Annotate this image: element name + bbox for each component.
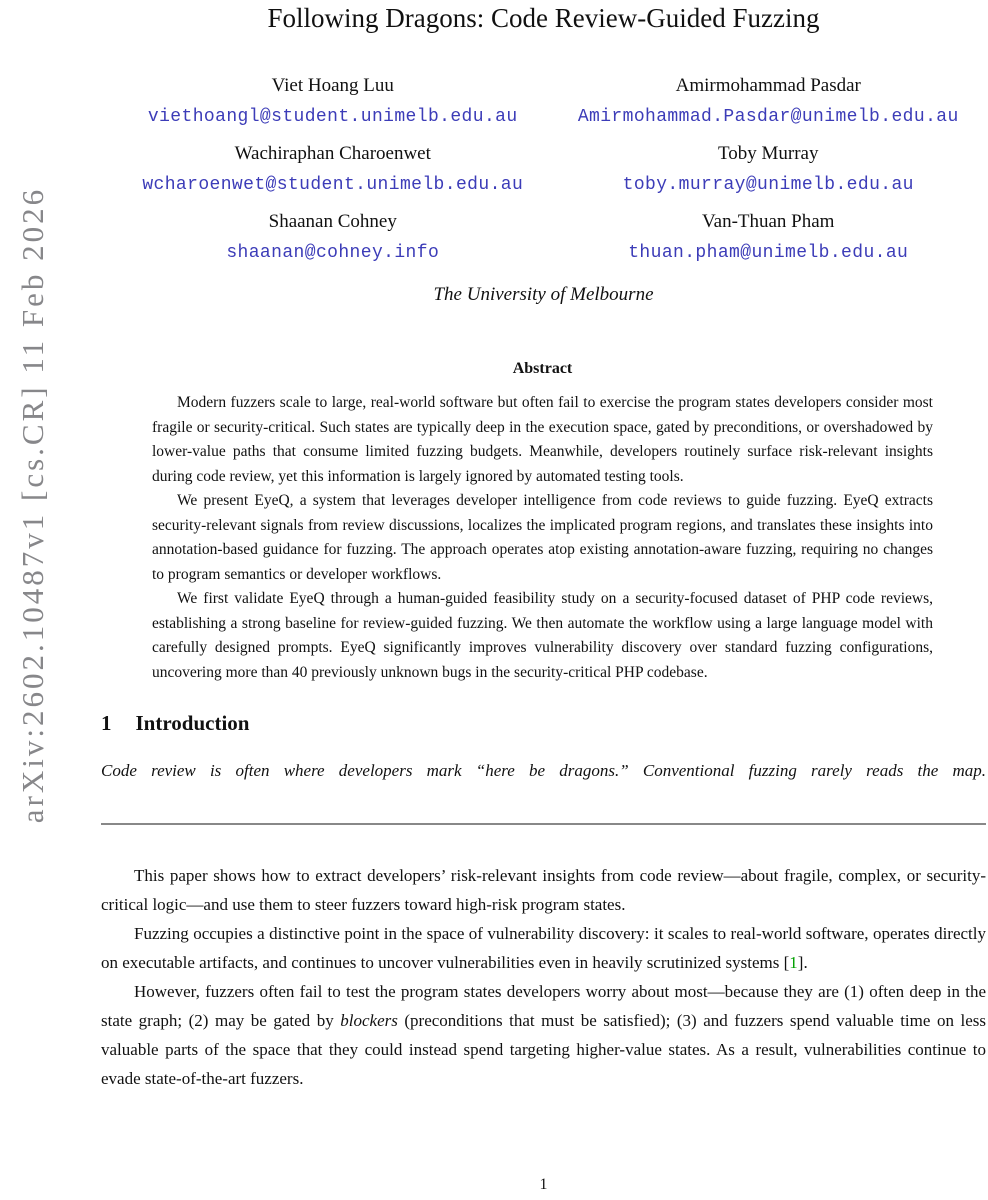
- author-entry: [551, 210, 987, 265]
- paragraph-text: (preconditions that must be satisfied); (3) and fuzzers spend valuable time on less valuable parts of the space that they could instead spend targeting higher-value states. As a result, vulnerabilities continue to evade state-of-the-art fuzzers.: [101, 1011, 986, 1088]
- author-entry: [551, 142, 987, 197]
- arxiv-watermark: arXiv:2602.10487v1 [cs.CR] 11 Feb 2026: [15, 186, 50, 824]
- abstract-section: [152, 359, 933, 685]
- paper-content: [101, 0, 986, 1093]
- affiliation: The University of Melbourne: [433, 284, 654, 305]
- emphasized-term: blockers: [340, 1011, 398, 1030]
- author-name: Toby Murray: [717, 143, 819, 164]
- paragraph-text: However, fuzzers often fail to test the program states developers worry about most—because they are (1) often deep in the state graph; (2) may be gated by: [101, 982, 986, 1030]
- author-entry: [551, 74, 987, 129]
- epigraph: Code review is often where developers mark “here be dragons.” Conventional fuzzing rarely reads the map.: [101, 761, 986, 780]
- author-name: Wachiraphan Charoenwet: [234, 143, 431, 164]
- author-email-link[interactable]: wcharoenwet@student.unimelb.edu.au: [142, 175, 524, 195]
- author-name: Viet Hoang Luu: [271, 75, 394, 96]
- author-name: Van-Thuan Pham: [702, 211, 835, 232]
- horizontal-rule: [101, 823, 986, 825]
- section-number: 1: [101, 711, 112, 735]
- page-number: 1: [539, 1176, 548, 1193]
- author-email-link[interactable]: toby.murray@unimelb.edu.au: [622, 175, 914, 195]
- author-email-link[interactable]: thuan.pham@unimelb.edu.au: [628, 243, 909, 263]
- intro-paragraph: [101, 919, 986, 977]
- author-entry: [115, 142, 551, 197]
- author-entry: [115, 210, 551, 265]
- author-block: [115, 74, 986, 265]
- citation-link-1[interactable]: 1: [789, 953, 798, 972]
- section-heading-introduction: [101, 709, 986, 737]
- author-name: Shaanan Cohney: [268, 211, 397, 232]
- author-email-link[interactable]: shaanan@cohney.info: [226, 243, 440, 263]
- paragraph-text: Fuzzing occupies a distinctive point in the space of vulnerability discovery: it scales to real-world software, operates directly on executable artifacts, and continues to uncover vulnerabilities even in heavily scrutinized systems [: [101, 924, 986, 972]
- abstract-paragraph: We present EyeQ, a system that leverages developer intelligence from code reviews to guide fuzzing. EyeQ extracts security-relevant signals from review discussions, localizes the implicated program regions, and translates these insights into annotation-based guidance for fuzzing. The approach operates atop existing annotation-aware fuzzing, requiring no changes to program semantics or developer workflows.: [152, 492, 933, 583]
- author-email-link[interactable]: viethoangl@student.unimelb.edu.au: [147, 107, 518, 127]
- author-email-link[interactable]: Amirmohammad.Pasdar@unimelb.edu.au: [577, 107, 959, 127]
- paragraph-text: ].: [797, 953, 808, 972]
- author-entry: [115, 74, 551, 129]
- intro-paragraph: [101, 977, 986, 1093]
- paper-title: Following Dragons: Code Review-Guided Fuzzing: [267, 3, 820, 33]
- abstract-paragraph: Modern fuzzers scale to large, real-world software but often fail to exercise the program states developers consider most fragile or security-critical. Such states are typically deep in the execution space, gated by preconditions, or overshadowed by lower-value paths that consume limited fuzzing budgets. Meanwhile, developers routinely surface risk-relevant insights during code review, yet this information is largely ignored by automated testing tools.: [152, 394, 933, 485]
- abstract-heading: Abstract: [512, 360, 573, 377]
- abstract-paragraph: We first validate EyeQ through a human-guided feasibility study on a security-focused dataset of PHP code reviews, establishing a strong baseline for review-guided fuzzing. We then automate the workflow using a large language model with carefully designed prompts. EyeQ significantly improves vulnerability discovery over standard fuzzing configurations, uncovering more than 40 previously unknown bugs in the security-critical PHP codebase.: [152, 590, 933, 681]
- author-name: Amirmohammad Pasdar: [675, 75, 861, 96]
- section-title: Introduction: [135, 711, 250, 735]
- intro-paragraph: [101, 861, 986, 919]
- paragraph-text: This paper shows how to extract developers’ risk-relevant insights from code review—about fragile, complex, or security-critical logic—and use them to steer fuzzers toward high-risk program states.: [101, 866, 986, 914]
